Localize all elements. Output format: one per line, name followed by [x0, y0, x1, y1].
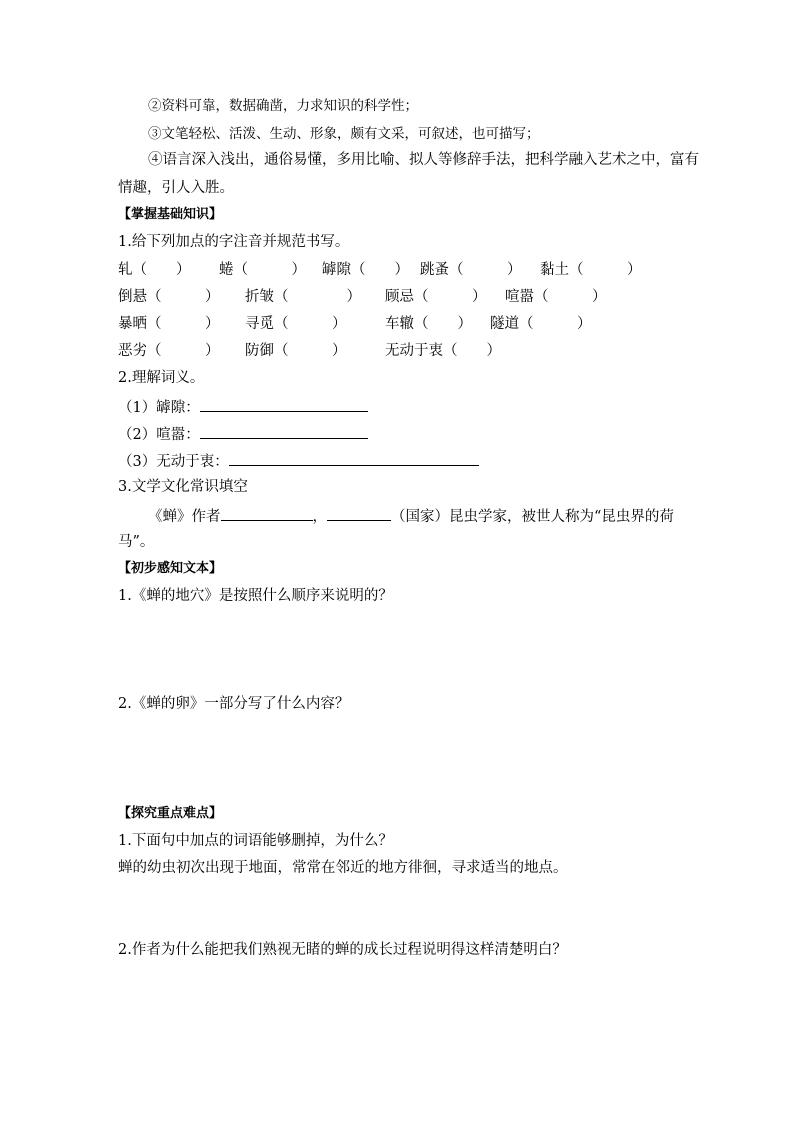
- vocab-label: （3）无动于衷：: [118, 454, 229, 470]
- pinyin-item: 罅隙（ ）: [322, 262, 409, 278]
- pinyin-item: 折皱（ ）: [245, 289, 361, 305]
- fill-text: 《蝉》作者: [148, 509, 221, 525]
- intro-item-3: ③文笔轻松、活泼、生动、形象，颇有文采，可叙述，也可描写；: [148, 126, 540, 142]
- pinyin-item: 防御（ ）: [245, 343, 347, 359]
- pinyin-item: 跳蚤（ ）: [420, 262, 522, 278]
- question-perceive-1: 1.《蝉的地穴》是按照什么顺序来说明的？: [118, 588, 393, 604]
- question-basic-2: 2.理解词义。: [118, 370, 205, 386]
- pinyin-item: 车辙（ ）: [385, 316, 472, 332]
- fill-in-line-end: 马”。: [118, 534, 155, 550]
- pinyin-item: 顾忌（ ）: [385, 289, 487, 305]
- section-heading-perceive: 【初步感知文本】: [118, 561, 223, 576]
- pinyin-item: 蜷（ ）: [219, 262, 306, 278]
- intro-item-2: ②资料可靠，数据确凿，力求知识的科学性；: [148, 98, 418, 114]
- vocab-label: （2）喧嚣：: [118, 427, 200, 443]
- answer-blank-author[interactable]: [221, 505, 313, 521]
- pinyin-item: 喧嚣（ ）: [505, 289, 607, 305]
- question-explore-1-sentence: 蝉的幼虫初次出现于地面，常常在邻近的地方徘徊，寻求适当的地点。: [118, 860, 568, 876]
- pinyin-item: 恶劣（ ）: [118, 343, 220, 359]
- vocab-item-2: [118, 423, 368, 445]
- fill-text: ，: [312, 509, 327, 525]
- pinyin-item: 寻觅（ ）: [245, 316, 347, 332]
- pinyin-item: 暴晒（ ）: [118, 316, 220, 332]
- answer-blank[interactable]: [229, 450, 479, 466]
- answer-blank[interactable]: [200, 396, 368, 412]
- question-basic-1: 1.给下列加点的字注音并规范书写。: [118, 234, 350, 250]
- question-basic-3: 3.文学文化常识填空: [118, 479, 248, 495]
- intro-item-4-line2: 情趣，引人入胜。: [118, 180, 234, 196]
- vocab-item-1: [118, 396, 368, 418]
- question-perceive-2: 2.《蝉的卵》一部分写了什么内容？: [118, 696, 350, 712]
- question-explore-2: 2.作者为什么能把我们熟视无睹的蝉的成长过程说明得这样清楚明白？: [118, 942, 567, 958]
- section-heading-basic: 【掌握基础知识】: [118, 207, 223, 222]
- question-explore-1: 1.下面句中加点的词语能够删掉，为什么？: [118, 833, 393, 849]
- pinyin-item: 无动于衷（ ）: [385, 343, 501, 359]
- pinyin-item: 黏土（ ）: [540, 262, 642, 278]
- pinyin-item: 倒悬（ ）: [118, 289, 220, 305]
- pinyin-item: 隧道（ ）: [490, 316, 592, 332]
- fill-in-line: [148, 505, 674, 527]
- vocab-label: （1）罅隙：: [118, 400, 200, 416]
- intro-item-4-line1: ④语言深入浅出，通俗易懂，多用比喻、拟人等修辞手法，把科学融入艺术之中，富有: [148, 152, 699, 168]
- section-heading-explore: 【探究重点难点】: [118, 806, 223, 821]
- pinyin-item: 轧（ ）: [118, 262, 191, 278]
- fill-text: （国家）昆虫学家，被世人称为“昆虫界的荷: [391, 509, 674, 525]
- vocab-item-3: [118, 450, 479, 472]
- answer-blank-country[interactable]: [327, 505, 391, 521]
- answer-blank[interactable]: [200, 423, 368, 439]
